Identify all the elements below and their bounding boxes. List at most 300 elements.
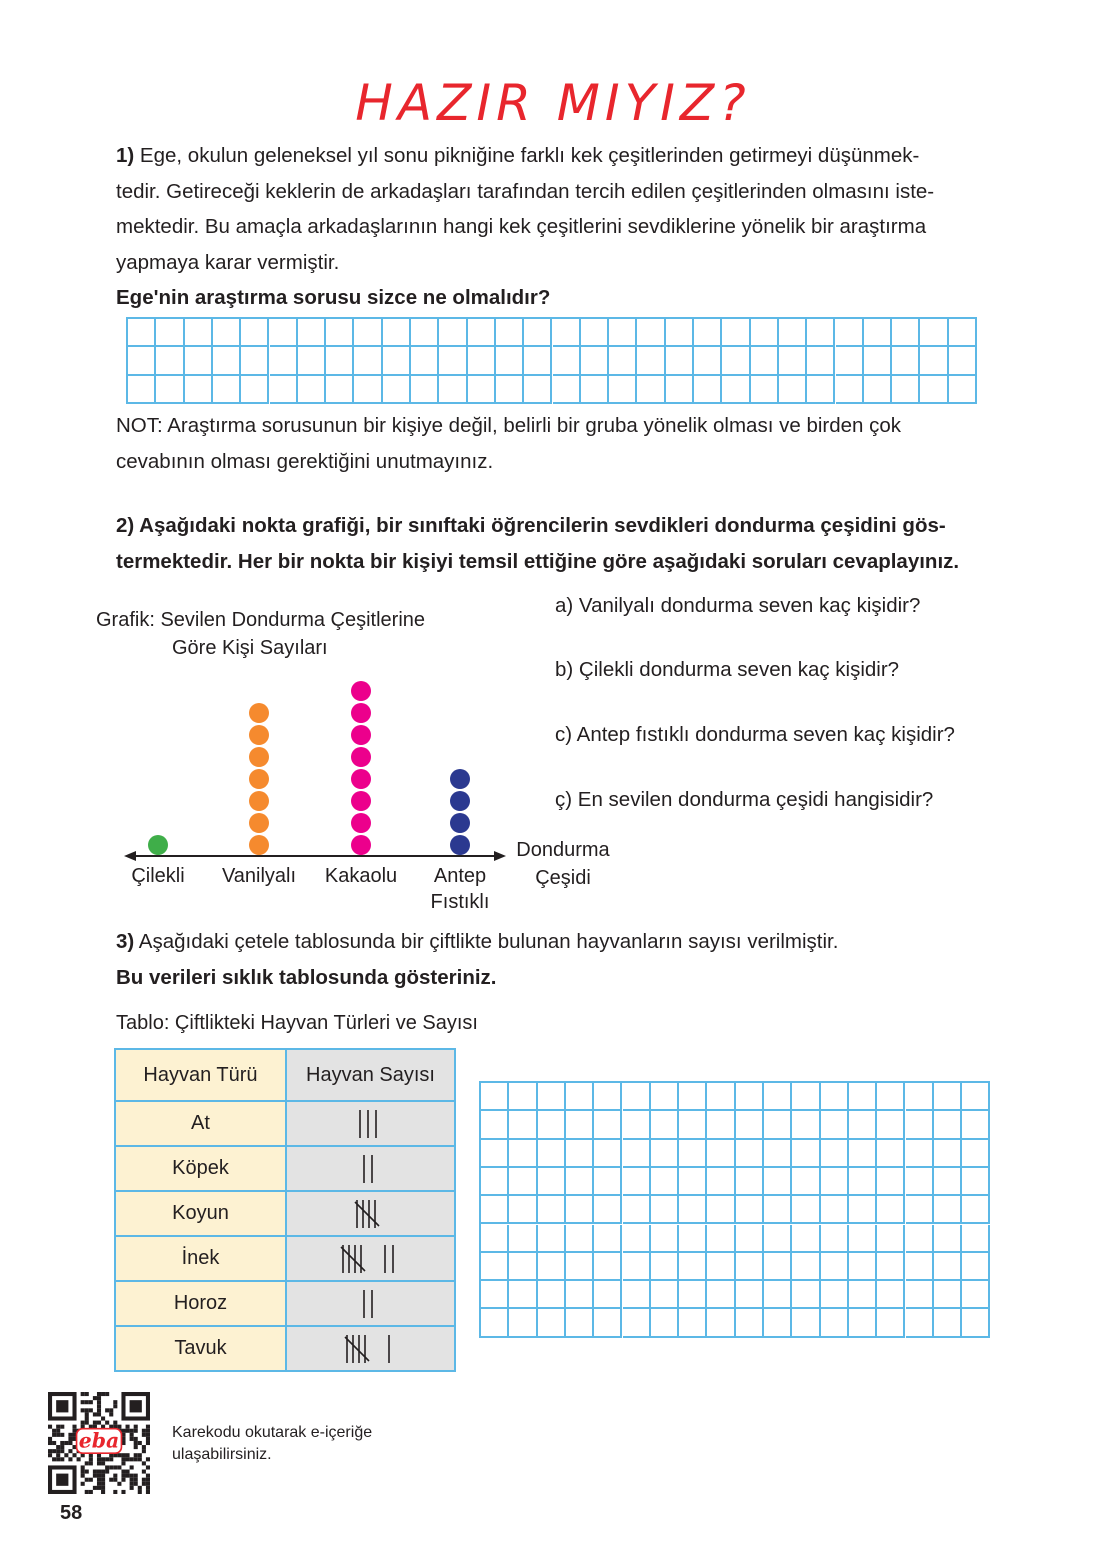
grid-cell[interactable] (594, 1083, 622, 1111)
grid-cell[interactable] (509, 1225, 537, 1253)
grid-cell[interactable] (128, 319, 156, 347)
grid-cell[interactable] (383, 319, 411, 347)
table-caption: Tablo: Çiftlikteki Hayvan Türleri ve Sayısı (116, 1012, 478, 1034)
grid-cell[interactable] (411, 376, 439, 404)
grid-cell[interactable] (270, 347, 298, 375)
grid-cell[interactable] (949, 347, 977, 375)
question-2d: ç) En sevilen dondurma çeşidi hangisidir? (555, 788, 934, 811)
grid-cell[interactable] (792, 1196, 820, 1224)
dot-2 (249, 747, 269, 767)
grid-cell[interactable] (156, 347, 184, 375)
grid-cell[interactable] (722, 376, 750, 404)
grid-cell[interactable] (651, 1253, 679, 1281)
grid-cell[interactable] (962, 1281, 990, 1309)
grid-cell[interactable] (241, 319, 269, 347)
grid-cell[interactable] (864, 319, 892, 347)
grid-cell[interactable] (707, 1140, 735, 1168)
grid-cell[interactable] (538, 1140, 566, 1168)
grid-cell[interactable] (949, 376, 977, 404)
category-label: Fıstıklı (430, 891, 490, 913)
grid-cell[interactable] (566, 1253, 594, 1281)
grid-cell[interactable] (496, 347, 524, 375)
grid-cell[interactable] (298, 319, 326, 347)
grid-cell[interactable] (481, 1111, 509, 1139)
grid-cell[interactable] (623, 1083, 651, 1111)
grid-cell[interactable] (481, 1168, 509, 1196)
grid-cell[interactable] (326, 347, 354, 375)
grid-cell[interactable] (651, 1196, 679, 1224)
grid-cell[interactable] (934, 1083, 962, 1111)
grid-cell[interactable] (270, 376, 298, 404)
grid-cell[interactable] (509, 1196, 537, 1224)
grid-cell[interactable] (637, 347, 665, 375)
grid-cell[interactable] (849, 1253, 877, 1281)
grid-cell[interactable] (581, 347, 609, 375)
grid-cell[interactable] (524, 319, 552, 347)
grid-cell[interactable] (821, 1111, 849, 1139)
grid-cell[interactable] (751, 376, 779, 404)
grid-cell[interactable] (524, 376, 552, 404)
grid-cell[interactable] (383, 347, 411, 375)
grid-cell[interactable] (594, 1140, 622, 1168)
grid-cell[interactable] (877, 1253, 905, 1281)
grid-cell[interactable] (764, 1225, 792, 1253)
grid-cell[interactable] (722, 347, 750, 375)
tally-table (114, 1048, 456, 1372)
grid-cell[interactable] (538, 1111, 566, 1139)
grid-cell[interactable] (566, 1225, 594, 1253)
grid-cell[interactable] (736, 1253, 764, 1281)
grid-cell[interactable] (764, 1281, 792, 1309)
grid-cell[interactable] (736, 1281, 764, 1309)
grid-cell[interactable] (962, 1111, 990, 1139)
grid-cell[interactable] (213, 376, 241, 404)
grid-cell[interactable] (892, 376, 920, 404)
grid-cell[interactable] (496, 319, 524, 347)
grid-cell[interactable] (553, 347, 581, 375)
grid-cell[interactable] (538, 1253, 566, 1281)
grid-cell[interactable] (807, 319, 835, 347)
grid-cell[interactable] (934, 1140, 962, 1168)
grid-cell[interactable] (326, 376, 354, 404)
grid-cell[interactable] (439, 319, 467, 347)
grid-cell[interactable] (906, 1253, 934, 1281)
grid-cell[interactable] (538, 1225, 566, 1253)
qr-code[interactable] (48, 1392, 150, 1494)
grid-cell[interactable] (509, 1111, 537, 1139)
grid-cell[interactable] (807, 347, 835, 375)
grid-cell[interactable] (962, 1083, 990, 1111)
category-label: Vanilyalı (221, 865, 297, 887)
grid-cell[interactable] (934, 1253, 962, 1281)
grid-cell[interactable] (779, 347, 807, 375)
grid-cell[interactable] (524, 347, 552, 375)
tally-cell (286, 1146, 455, 1191)
grid-cell[interactable] (594, 1281, 622, 1309)
question-2a: a) Vanilyalı dondurma seven kaç kişidir? (555, 594, 921, 617)
grid-cell[interactable] (962, 1253, 990, 1281)
grid-cell[interactable] (241, 376, 269, 404)
grid-cell[interactable] (836, 319, 864, 347)
grid-cell[interactable] (949, 319, 977, 347)
grid-cell[interactable] (481, 1253, 509, 1281)
grid-cell[interactable] (764, 1196, 792, 1224)
grid-cell[interactable] (213, 319, 241, 347)
grid-cell[interactable] (538, 1281, 566, 1309)
grid-cell[interactable] (553, 376, 581, 404)
grid-cell[interactable] (185, 347, 213, 375)
dot-2 (249, 725, 269, 745)
grid-cell[interactable] (679, 1140, 707, 1168)
grid-cell[interactable] (439, 376, 467, 404)
grid-cell[interactable] (666, 376, 694, 404)
grid-cell[interactable] (792, 1225, 820, 1253)
grid-cell[interactable] (779, 319, 807, 347)
grid-cell[interactable] (270, 319, 298, 347)
tally-cell (286, 1101, 455, 1146)
grid-cell[interactable] (764, 1168, 792, 1196)
grid-cell[interactable] (468, 347, 496, 375)
tally-marks (361, 1153, 381, 1185)
grid-cell[interactable] (751, 319, 779, 347)
question-3-prompt: Bu verileri sıklık tablosunda gösteriniz. (116, 965, 497, 989)
grid-cell[interactable] (481, 1281, 509, 1309)
grid-cell[interactable] (821, 1225, 849, 1253)
grid-cell[interactable] (538, 1196, 566, 1224)
grid-cell[interactable] (623, 1281, 651, 1309)
qr-caption-line: ulaşabilirsiniz. (172, 1446, 272, 1463)
dot-3 (351, 725, 371, 745)
grid-cell[interactable] (877, 1168, 905, 1196)
grid-cell[interactable] (581, 319, 609, 347)
grid-cell[interactable] (792, 1168, 820, 1196)
grid-cell[interactable] (566, 1196, 594, 1224)
grid-cell[interactable] (185, 376, 213, 404)
grid-cell[interactable] (481, 1083, 509, 1111)
grid-cell[interactable] (764, 1111, 792, 1139)
grid-cell[interactable] (581, 376, 609, 404)
grid-cell[interactable] (736, 1196, 764, 1224)
grid-cell[interactable] (707, 1225, 735, 1253)
grid-cell[interactable] (906, 1083, 934, 1111)
grid-cell[interactable] (821, 1309, 849, 1337)
table-row (115, 1101, 455, 1146)
grid-cell[interactable] (906, 1281, 934, 1309)
grid-cell[interactable] (566, 1140, 594, 1168)
grid-cell[interactable] (920, 347, 948, 375)
grid-cell[interactable] (792, 1111, 820, 1139)
grid-cell[interactable] (864, 376, 892, 404)
grid-cell[interactable] (821, 1253, 849, 1281)
grid-cell[interactable] (934, 1196, 962, 1224)
animal-name-cell: Koyun (115, 1191, 286, 1236)
animal-name-cell: At (115, 1101, 286, 1146)
grid-cell[interactable] (481, 1196, 509, 1224)
grid-cell[interactable] (934, 1111, 962, 1139)
grid-cell[interactable] (354, 319, 382, 347)
grid-cell[interactable] (213, 347, 241, 375)
grid-cell[interactable] (566, 1281, 594, 1309)
grid-cell[interactable] (920, 319, 948, 347)
grid-cell[interactable] (651, 1281, 679, 1309)
grid-cell[interactable] (509, 1083, 537, 1111)
grid-cell[interactable] (764, 1309, 792, 1337)
grid-cell[interactable] (594, 1196, 622, 1224)
grid-cell[interactable] (383, 376, 411, 404)
q2-line: 2) Aşağıdaki nokta grafiği, bir sınıftaki öğrencilerin sevdikleri dondurma çeşidini gös- (116, 514, 946, 537)
grid-cell[interactable] (707, 1083, 735, 1111)
grid-cell[interactable] (411, 347, 439, 375)
page-number: 58 (60, 1502, 83, 1524)
grid-cell[interactable] (764, 1083, 792, 1111)
grid-cell[interactable] (594, 1111, 622, 1139)
grid-cell[interactable] (934, 1281, 962, 1309)
grid-cell[interactable] (849, 1281, 877, 1309)
grid-cell[interactable] (679, 1168, 707, 1196)
category-label: Kakaolu (324, 865, 398, 887)
grid-cell[interactable] (722, 319, 750, 347)
grid-cell[interactable] (764, 1140, 792, 1168)
grid-cell[interactable] (906, 1111, 934, 1139)
grid-cell[interactable] (481, 1309, 509, 1337)
grid-cell[interactable] (496, 376, 524, 404)
grid-cell[interactable] (694, 347, 722, 375)
grid-cell[interactable] (623, 1196, 651, 1224)
grid-cell[interactable] (679, 1253, 707, 1281)
grid-cell[interactable] (707, 1196, 735, 1224)
grid-cell[interactable] (651, 1111, 679, 1139)
grid-cell[interactable] (481, 1140, 509, 1168)
grid-cell[interactable] (962, 1140, 990, 1168)
grid-cell[interactable] (906, 1225, 934, 1253)
grid-cell[interactable] (707, 1309, 735, 1337)
grid-cell[interactable] (651, 1083, 679, 1111)
grid-cell[interactable] (128, 347, 156, 375)
grid-cell[interactable] (962, 1168, 990, 1196)
chart-title-line: Göre Kişi Sayıları (172, 637, 328, 659)
grid-cell[interactable] (623, 1111, 651, 1139)
grid-cell[interactable] (609, 376, 637, 404)
grid-cell[interactable] (666, 319, 694, 347)
grid-cell[interactable] (679, 1196, 707, 1224)
grid-cell[interactable] (736, 1083, 764, 1111)
grid-cell[interactable] (298, 376, 326, 404)
grid-cell[interactable] (553, 319, 581, 347)
dot-2 (249, 813, 269, 833)
grid-cell[interactable] (679, 1083, 707, 1111)
animal-name-cell: Tavuk (115, 1326, 286, 1371)
grid-cell[interactable] (509, 1168, 537, 1196)
grid-cell[interactable] (821, 1083, 849, 1111)
grid-cell[interactable] (792, 1083, 820, 1111)
grid-cell[interactable] (538, 1168, 566, 1196)
grid-cell[interactable] (509, 1281, 537, 1309)
q2-line: termektedir. Her bir nokta bir kişiyi temsil ettiğine göre aşağıdaki soruları cevaplayınız. (116, 549, 960, 573)
grid-cell[interactable] (736, 1140, 764, 1168)
x-axis-label: Dondurma (516, 839, 610, 861)
grid-cell[interactable] (623, 1309, 651, 1337)
grid-cell[interactable] (877, 1281, 905, 1309)
grid-cell[interactable] (836, 376, 864, 404)
grid-cell[interactable] (156, 376, 184, 404)
grid-cell[interactable] (906, 1140, 934, 1168)
grid-cell[interactable] (877, 1309, 905, 1337)
grid-cell[interactable] (594, 1225, 622, 1253)
header-animal-count: Hayvan Sayısı (286, 1049, 455, 1101)
grid-cell[interactable] (920, 376, 948, 404)
grid-cell[interactable] (864, 347, 892, 375)
grid-cell[interactable] (736, 1309, 764, 1337)
q1-line: Ege, okulun geleneksel yıl sonu pikniğine farklı kek çeşitlerinden getirmeyi düşünmek- (134, 144, 920, 167)
grid-cell[interactable] (962, 1225, 990, 1253)
question-3-text (116, 924, 993, 995)
grid-cell[interactable] (849, 1225, 877, 1253)
grid-cell[interactable] (637, 376, 665, 404)
grid-cell[interactable] (651, 1225, 679, 1253)
grid-cell[interactable] (609, 347, 637, 375)
grid-cell[interactable] (156, 319, 184, 347)
answer-grid-1[interactable] (126, 317, 977, 404)
grid-cell[interactable] (594, 1168, 622, 1196)
grid-cell[interactable] (185, 319, 213, 347)
grid-cell[interactable] (779, 376, 807, 404)
grid-cell[interactable] (566, 1111, 594, 1139)
q1-line: tedir. Getireceği keklerin de arkadaşları tarafından tercih edilen çeşitlerinden olmasını iste- (116, 179, 935, 203)
grid-cell[interactable] (906, 1196, 934, 1224)
grid-cell[interactable] (849, 1309, 877, 1337)
table-row (115, 1326, 455, 1371)
grid-cell[interactable] (892, 319, 920, 347)
grid-cell[interactable] (637, 319, 665, 347)
grid-cell[interactable] (877, 1196, 905, 1224)
grid-cell[interactable] (666, 347, 694, 375)
grid-cell[interactable] (468, 319, 496, 347)
grid-cell[interactable] (764, 1253, 792, 1281)
grid-cell[interactable] (849, 1168, 877, 1196)
note-line: cevabının olması gerektiğini unutmayınız. (116, 449, 494, 473)
grid-cell[interactable] (736, 1111, 764, 1139)
dot-4 (450, 835, 470, 855)
grid-cell[interactable] (679, 1281, 707, 1309)
grid-cell[interactable] (849, 1196, 877, 1224)
grid-cell[interactable] (354, 347, 382, 375)
grid-cell[interactable] (566, 1083, 594, 1111)
grid-cell[interactable] (566, 1309, 594, 1337)
grid-cell[interactable] (849, 1083, 877, 1111)
grid-cell[interactable] (609, 319, 637, 347)
grid-cell[interactable] (509, 1140, 537, 1168)
grid-cell[interactable] (792, 1281, 820, 1309)
grid-cell[interactable] (679, 1111, 707, 1139)
animal-name-cell: Horoz (115, 1281, 286, 1326)
grid-cell[interactable] (707, 1281, 735, 1309)
grid-cell[interactable] (792, 1140, 820, 1168)
grid-cell[interactable] (836, 347, 864, 375)
grid-cell[interactable] (906, 1168, 934, 1196)
grid-cell[interactable] (651, 1140, 679, 1168)
grid-cell[interactable] (481, 1225, 509, 1253)
grid-cell[interactable] (679, 1309, 707, 1337)
grid-cell[interactable] (934, 1309, 962, 1337)
grid-cell[interactable] (877, 1225, 905, 1253)
grid-cell[interactable] (751, 347, 779, 375)
grid-cell[interactable] (538, 1083, 566, 1111)
animal-name-cell: İnek (115, 1236, 286, 1281)
q1-line: mektedir. Bu amaçla arkadaşlarının hangi kek çeşitlerini sevdiklerine yönelik bir araştırma (116, 215, 927, 238)
grid-cell[interactable] (298, 347, 326, 375)
grid-cell[interactable] (821, 1281, 849, 1309)
grid-cell[interactable] (623, 1168, 651, 1196)
grid-cell[interactable] (877, 1083, 905, 1111)
grid-cell[interactable] (241, 347, 269, 375)
tally-marks (357, 1108, 385, 1140)
grid-cell[interactable] (326, 319, 354, 347)
grid-cell[interactable] (623, 1140, 651, 1168)
grid-cell[interactable] (509, 1253, 537, 1281)
grid-cell[interactable] (934, 1225, 962, 1253)
grid-cell[interactable] (623, 1225, 651, 1253)
grid-cell[interactable] (679, 1225, 707, 1253)
dot-2 (249, 769, 269, 789)
grid-cell[interactable] (566, 1168, 594, 1196)
grid-cell[interactable] (594, 1253, 622, 1281)
question-2b: b) Çilekli dondurma seven kaç kişidir? (555, 658, 900, 681)
grid-cell[interactable] (877, 1140, 905, 1168)
grid-cell[interactable] (934, 1168, 962, 1196)
tally-marks (354, 1198, 388, 1230)
grid-cell[interactable] (792, 1253, 820, 1281)
grid-cell[interactable] (468, 376, 496, 404)
grid-cell[interactable] (807, 376, 835, 404)
dot-1 (148, 835, 168, 855)
grid-cell[interactable] (736, 1168, 764, 1196)
grid-cell[interactable] (651, 1309, 679, 1337)
grid-cell[interactable] (694, 376, 722, 404)
grid-cell[interactable] (877, 1111, 905, 1139)
answer-grid-2[interactable] (479, 1081, 990, 1338)
grid-cell[interactable] (439, 347, 467, 375)
grid-cell[interactable] (906, 1309, 934, 1337)
grid-cell[interactable] (651, 1168, 679, 1196)
grid-cell[interactable] (821, 1168, 849, 1196)
grid-cell[interactable] (707, 1168, 735, 1196)
grid-cell[interactable] (849, 1111, 877, 1139)
grid-cell[interactable] (594, 1309, 622, 1337)
grid-cell[interactable] (623, 1253, 651, 1281)
grid-cell[interactable] (849, 1140, 877, 1168)
grid-cell[interactable] (411, 319, 439, 347)
grid-cell[interactable] (538, 1309, 566, 1337)
grid-cell[interactable] (736, 1225, 764, 1253)
axis-arrow-right (494, 851, 506, 861)
grid-cell[interactable] (821, 1196, 849, 1224)
grid-cell[interactable] (128, 376, 156, 404)
grid-cell[interactable] (509, 1309, 537, 1337)
grid-cell[interactable] (707, 1253, 735, 1281)
dot-4 (450, 791, 470, 811)
grid-cell[interactable] (892, 347, 920, 375)
note-line: NOT: Araştırma sorusunun bir kişiye değil, belirli bir gruba yönelik olması ve birden çok (116, 414, 902, 437)
grid-cell[interactable] (354, 376, 382, 404)
tally-marks (344, 1333, 398, 1365)
grid-cell[interactable] (962, 1196, 990, 1224)
grid-cell[interactable] (694, 319, 722, 347)
dot-3 (351, 791, 371, 811)
grid-cell[interactable] (707, 1111, 735, 1139)
grid-cell[interactable] (962, 1309, 990, 1337)
grid-cell[interactable] (792, 1309, 820, 1337)
grid-cell[interactable] (821, 1140, 849, 1168)
